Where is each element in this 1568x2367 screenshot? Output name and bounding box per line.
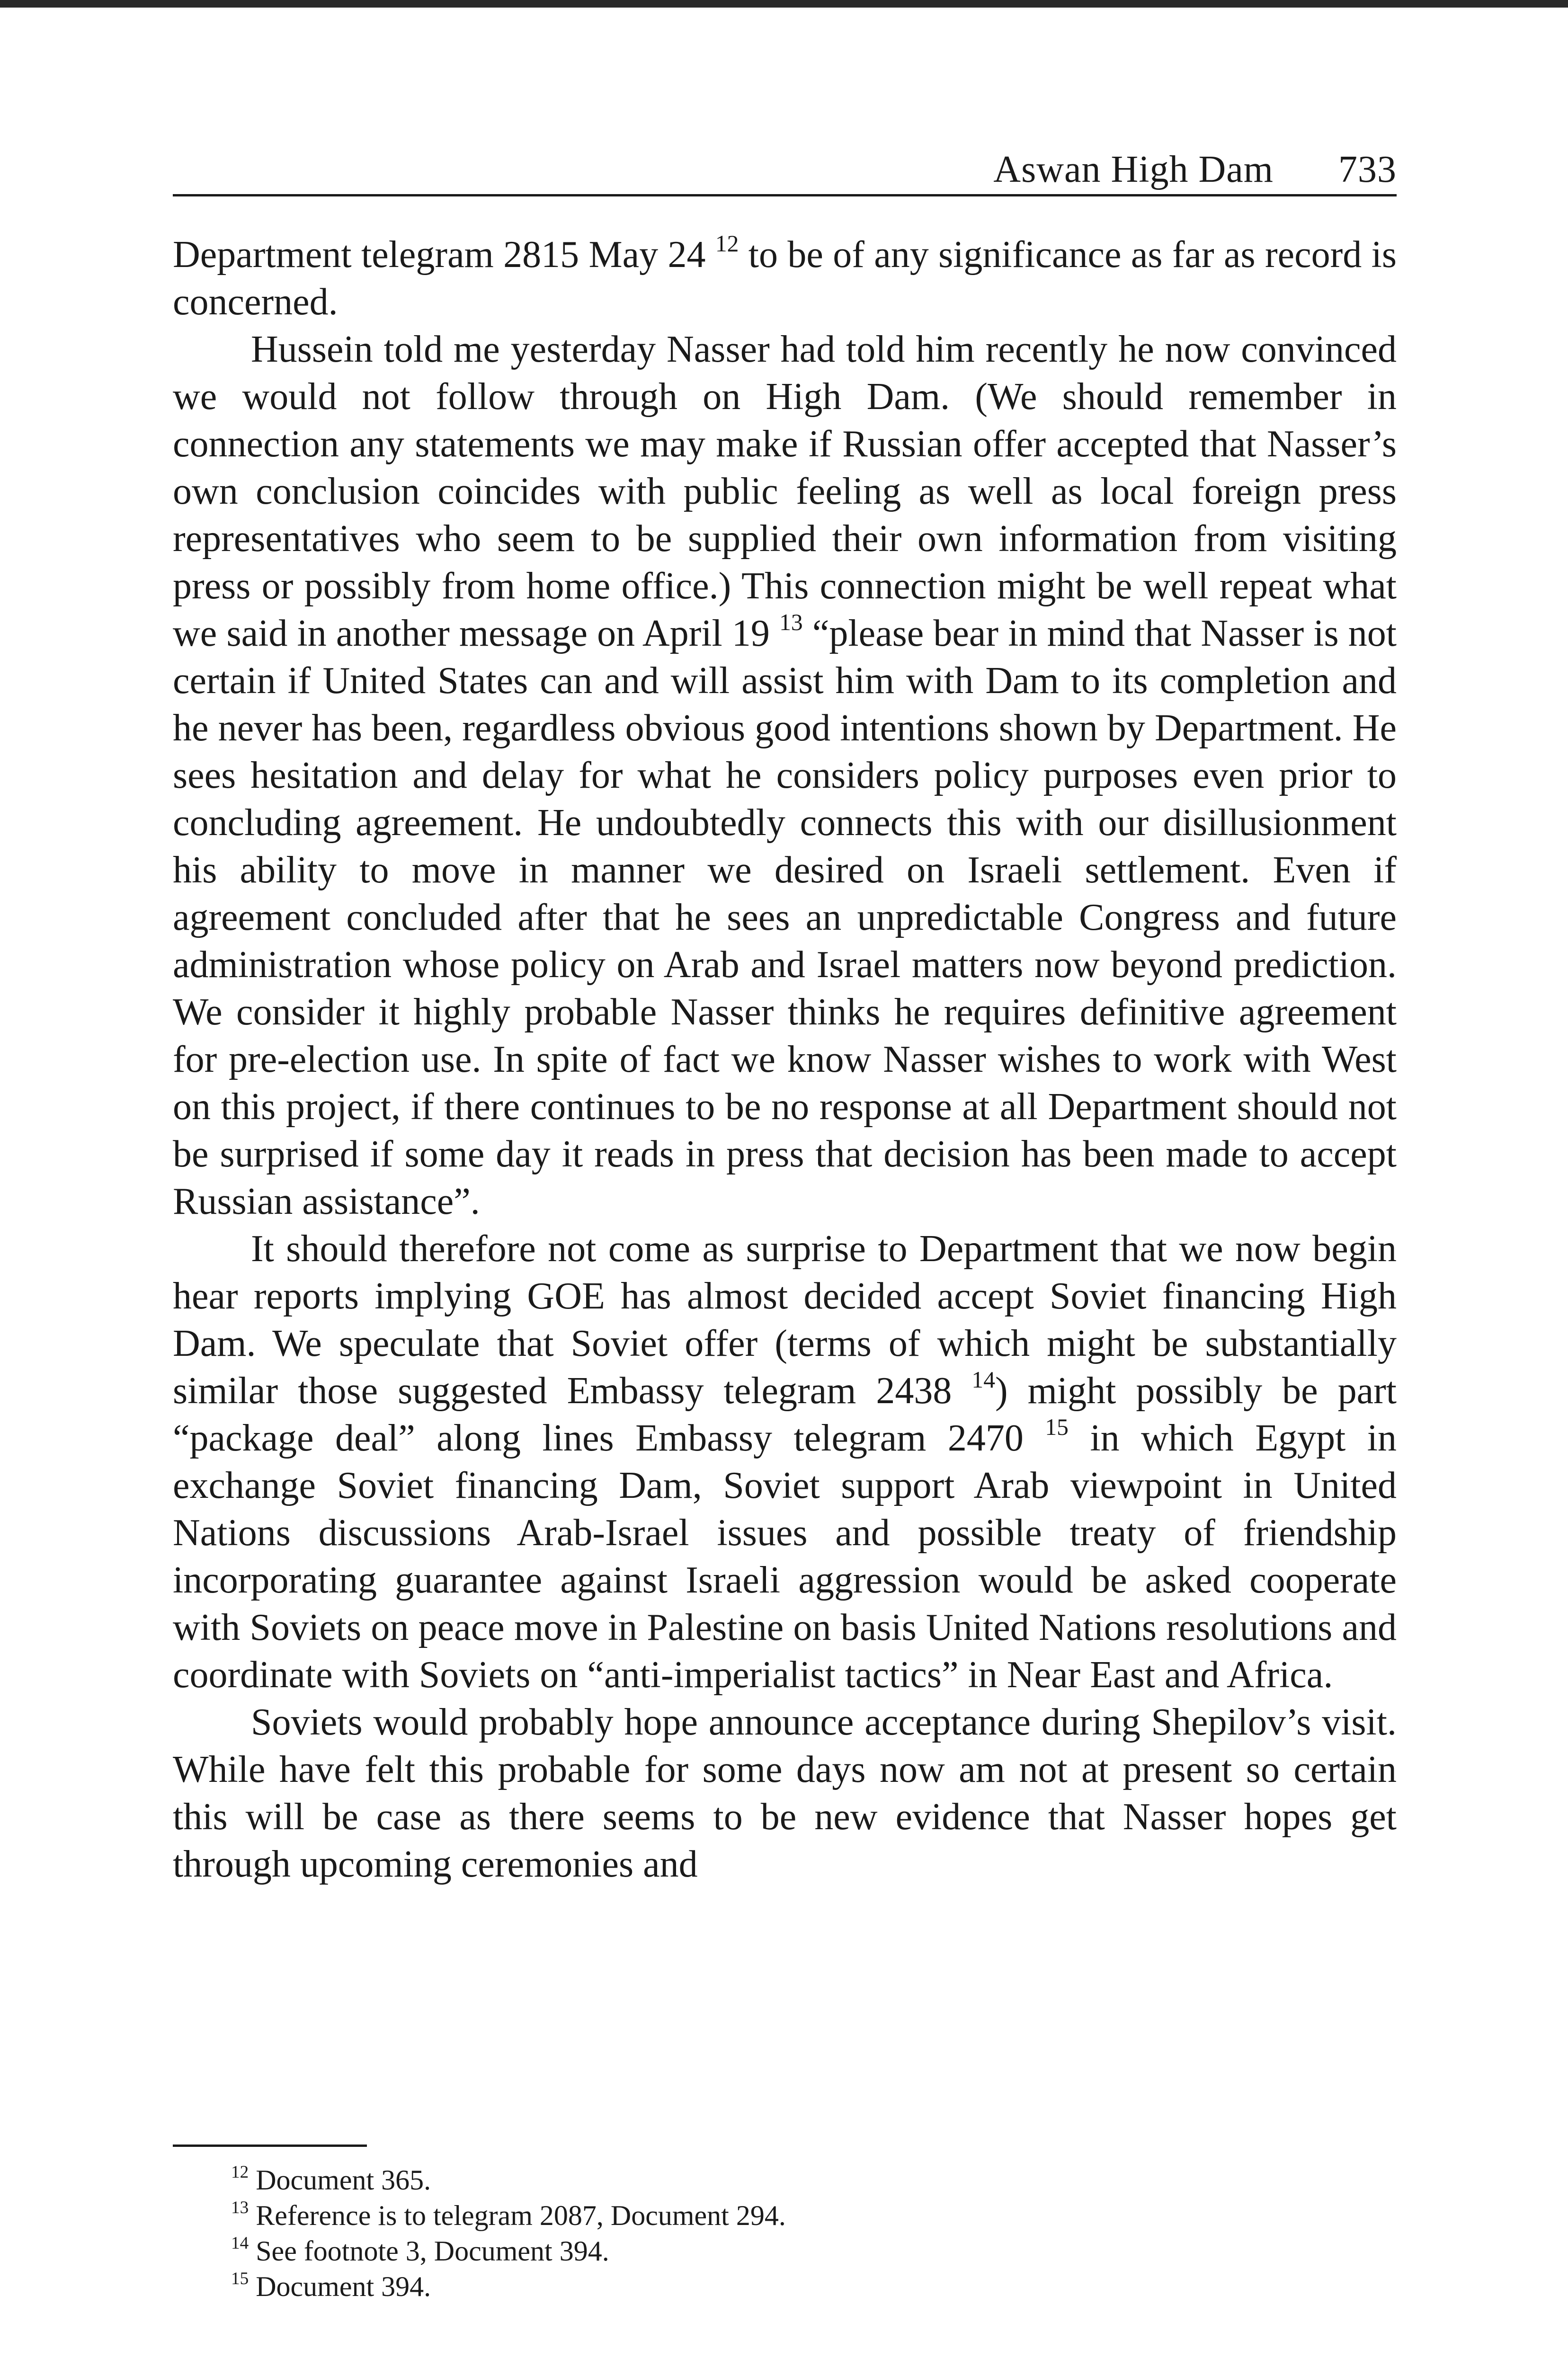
scan-top-edge — [0, 0, 1568, 8]
footnote-item — [231, 2162, 1320, 2198]
paragraph-3: It should therefore not come as surprise to Department that we now begin hear reports implying GOE has almost decided accept Soviet financing High Dam. We speculate that Soviet offer (terms of which might be substantially similar those suggested Embassy telegram 2438 $^{14}$) might possibly be part “package deal” along lines Embassy telegram 2470 $^{15}$ in which Egypt in exchange Soviet financing Dam, Soviet support Arab viewpoint in United Nations discussions Arab-Israel issues and possible treaty of friendship incorporating guarantee against Israeli aggression would be asked cooperate with Soviets on peace move in Palestine on basis United Nations resolutions and coordinate with Soviets on “anti-imperialist tactics” in Near East and Africa. — [173, 1228, 1397, 1696]
footnote-item — [231, 2234, 1320, 2269]
paragraph-1: Department telegram 2815 May 24 $^{12}$ to be of any significance as far as record is concerned. — [173, 231, 1397, 323]
footnote-ref-14: 14 — [971, 1367, 995, 1393]
paragraph-4: Soviets would probably hope announce acceptance during Shepilov’s visit. While have felt this probable for some days now am not at present so certain this will be case as there seems to be new evidence that Nasser hopes get through upcoming ceremonies and — [173, 1701, 1397, 1885]
footnote-number: 13 — [231, 2198, 249, 2218]
footnote-item — [231, 2269, 1320, 2305]
footnote-ref-15: 15 — [1045, 1414, 1069, 1441]
footnote-text: See footnote 3, Document 394. — [256, 2235, 609, 2267]
page-number: 733 — [1338, 149, 1397, 190]
footnote-number: 14 — [231, 2234, 249, 2253]
running-head-title: Aswan High Dam — [993, 149, 1274, 190]
footnote-item — [231, 2198, 1320, 2234]
footnote-ref-13: 13 — [779, 609, 803, 636]
footnote-text: Reference is to telegram 2087, Document 294. — [256, 2200, 786, 2231]
footnotes — [231, 2162, 1320, 2305]
footnote-number: 12 — [231, 2162, 249, 2182]
body-text — [173, 231, 1397, 1888]
footnote-text: Document 394. — [256, 2271, 431, 2302]
footnote-text: Document 365. — [256, 2164, 431, 2196]
footnote-number: 15 — [231, 2269, 249, 2289]
paragraph-2: Hussein told me yesterday Nasser had told him recently he now convinced we would not follow through on High Dam. (We should remember in connection any statements we may make if Russian offer accepted that Nasser’s own conclusion coincides with public feeling as well as local foreign press representatives who seem to be supplied their own information from visiting press or possibly from home office.) This connection might be well repeat what we said in another message on April 19 $^{13}$ “please bear in mind that Nasser is not certain if United States can and will assist him with Dam to its completion and he never has been, regardless obvious good intentions shown by Department. He sees hesitation and delay for what he considers policy purposes even prior to concluding agreement. He undoubtedly connects this with our disillusionment his ability to move in manner we desired on Israeli settlement. Even if agreement concluded after that he sees an unpredictable Congress and future administration whose policy on Arab and Israel matters now beyond prediction. We consider it highly probable Nasser thinks he requires definitive agreement for pre-election use. In spite of fact we know Nasser wishes to work with West on this project, if there continues to be no response at all Department should not be surprised if some day it reads in press that decision has been made to accept Russian assistance”. — [173, 329, 1397, 1222]
running-head — [173, 142, 1397, 196]
footnote-rule — [173, 2145, 367, 2147]
footnote-ref-12: 12 — [715, 231, 739, 257]
